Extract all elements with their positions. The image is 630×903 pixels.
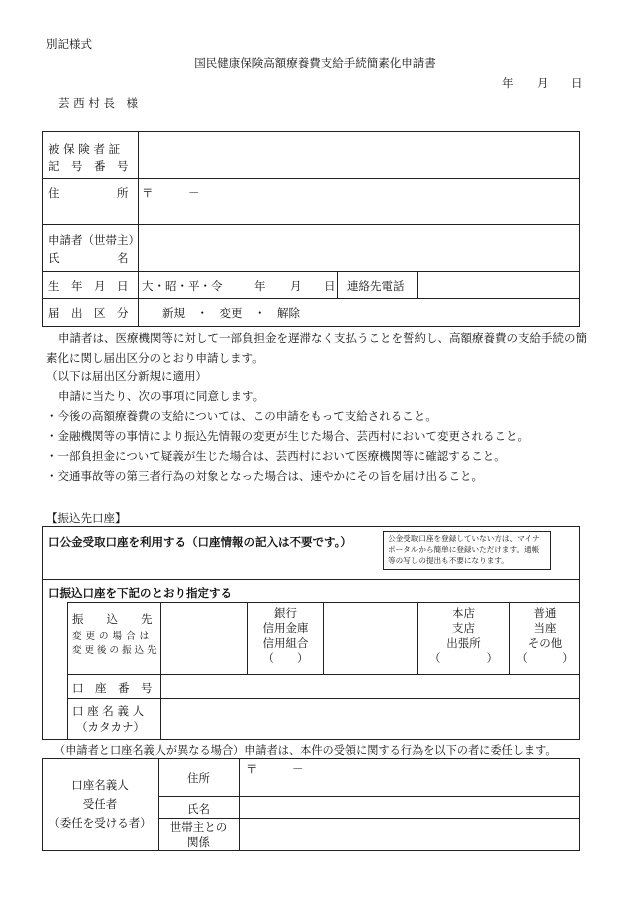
account-holder-field[interactable] — [161, 699, 579, 739]
delegate-postal-mark: 〒 － — [246, 762, 304, 776]
delegate-label-2: 受任者 — [82, 797, 118, 811]
institution-type: 信用組合 — [262, 636, 309, 650]
agree-item: ・一部負担金について疑義が生じた場合は、芸西村において医療機関等に確認すること。 — [46, 449, 506, 463]
payee-sub-2: 変 更 後 の 振 込 先 — [72, 645, 157, 656]
delegate-address-field[interactable] — [240, 775, 579, 795]
agree-intro: 申請に当たり、次の事項に同意します。 — [58, 389, 265, 403]
public-account-option[interactable]: 口公金受取口座を利用する（口座情報の記入は不要です。） — [48, 535, 352, 549]
insurance-number-field[interactable] — [139, 132, 579, 177]
account-number-field[interactable] — [161, 675, 579, 697]
applicant-label-2: 氏 名 — [48, 251, 129, 265]
birth-label: 生 年 月 日 — [48, 279, 129, 293]
delegate-address-label: 住所 — [187, 771, 210, 785]
account-types — [510, 606, 580, 666]
category-options[interactable]: 新規 ・ 変更 ・ 解除 — [162, 306, 300, 320]
category-label: 届 出 区 分 — [48, 306, 129, 320]
delegate-relation-label-1: 世帯主との — [169, 820, 228, 834]
birth-day: 日 — [324, 279, 336, 293]
delegate-label — [42, 776, 158, 833]
date-day: 日 — [571, 76, 583, 90]
designate-account-option[interactable]: 口振込口座を下記のとおり指定する — [48, 586, 232, 600]
branch-types — [418, 606, 509, 666]
account-holder-label-2: （カタカナ） — [76, 720, 145, 734]
institution-type: 銀行 — [274, 606, 297, 620]
birth-month: 月 — [290, 279, 302, 293]
delegate-relation-label-2: 関係 — [187, 835, 210, 849]
delegation-statement: （申請者と口座名義人が異なる場合）申請者は、本件の受領に関する行為を以下の者に委任します。 — [54, 744, 557, 757]
delegate-label-3: （委任を受ける者） — [48, 816, 152, 830]
applicant-label-1: 申請者（世帯主） — [48, 233, 140, 247]
bank-heading: 【振込先口座】 — [46, 511, 127, 525]
institution-type: 信用金庫 — [262, 621, 309, 635]
birth-eras[interactable]: 大・昭・平・令 — [142, 279, 223, 293]
agree-item: ・今後の高額療養費の支給については、この申請をもって支給されること。 — [46, 409, 437, 423]
pledge-paragraph: 申請者は、医療機関等に対して一部負担金を遅滞なく支払うことを誓約し、高額療養費の支給手続の簡素化に関し届出区分のとおり申請します。 — [46, 331, 587, 365]
phone-field[interactable] — [418, 272, 579, 297]
account-number-label: 口 座 番 号 — [72, 681, 153, 695]
postal-mark: 〒 － — [142, 186, 200, 200]
delegate-label-1: 口座名義人 — [71, 778, 129, 792]
date-month: 月 — [537, 76, 549, 90]
page-title: 国民健康保険高額療養費支給手続簡素化申請書 — [194, 56, 436, 70]
applicant-name-field[interactable] — [139, 225, 579, 270]
new-note: （以下は届出区分新規に適用） — [46, 369, 207, 383]
address-label: 住 所 — [48, 186, 129, 200]
birth-year: 年 — [254, 279, 266, 293]
account-type: 当座 — [533, 621, 557, 635]
payee-sub-1: 変 更 の 場 合 は — [72, 631, 150, 642]
institution-types — [248, 606, 323, 666]
payee-label: 振 込 先 — [72, 612, 153, 626]
account-type: （ ） — [516, 651, 574, 665]
institution-type: （ ） — [262, 651, 309, 665]
branch-type: 支店 — [452, 621, 475, 635]
branch-type: 本店 — [452, 606, 475, 620]
insurance-label-2: 記 号 番 号 — [48, 159, 129, 173]
insurance-label-1: 被 保 険 者 証 — [48, 142, 121, 156]
bank-name-field[interactable] — [161, 603, 246, 673]
branch-type: （ ） — [429, 651, 498, 665]
public-account-note: 公金受取口座を登録していない方は、マイナポータルから簡単に登録いただけます。通帳等の写しの提出も不要になります。 — [383, 531, 551, 570]
account-holder-label-1: 口 座 名 義 人 — [72, 704, 145, 718]
delegate-name-field[interactable] — [240, 797, 579, 817]
delegate-relation-label — [158, 820, 239, 850]
branch-type: 出張所 — [446, 636, 481, 650]
agree-item: ・交通事故等の第三者行為の対象となった場合は、速やかにその旨を届け出ること。 — [46, 469, 483, 483]
phone-label: 連絡先電話 — [347, 279, 405, 293]
branch-name-field[interactable] — [324, 603, 416, 673]
form-note: 別記様式 — [46, 37, 92, 51]
date-year: 年 — [502, 76, 514, 90]
agree-item: ・金融機関等の事情により振込先情報の変更が生じた場合、芸西村において変更されること。 — [46, 429, 529, 443]
delegate-name-label: 氏名 — [187, 802, 210, 816]
address-field[interactable] — [139, 200, 579, 223]
account-type: その他 — [527, 636, 563, 650]
addressee: 芸 西 村 長 様 — [58, 96, 138, 110]
account-type: 普通 — [533, 606, 557, 620]
delegate-relation-field[interactable] — [240, 819, 579, 850]
